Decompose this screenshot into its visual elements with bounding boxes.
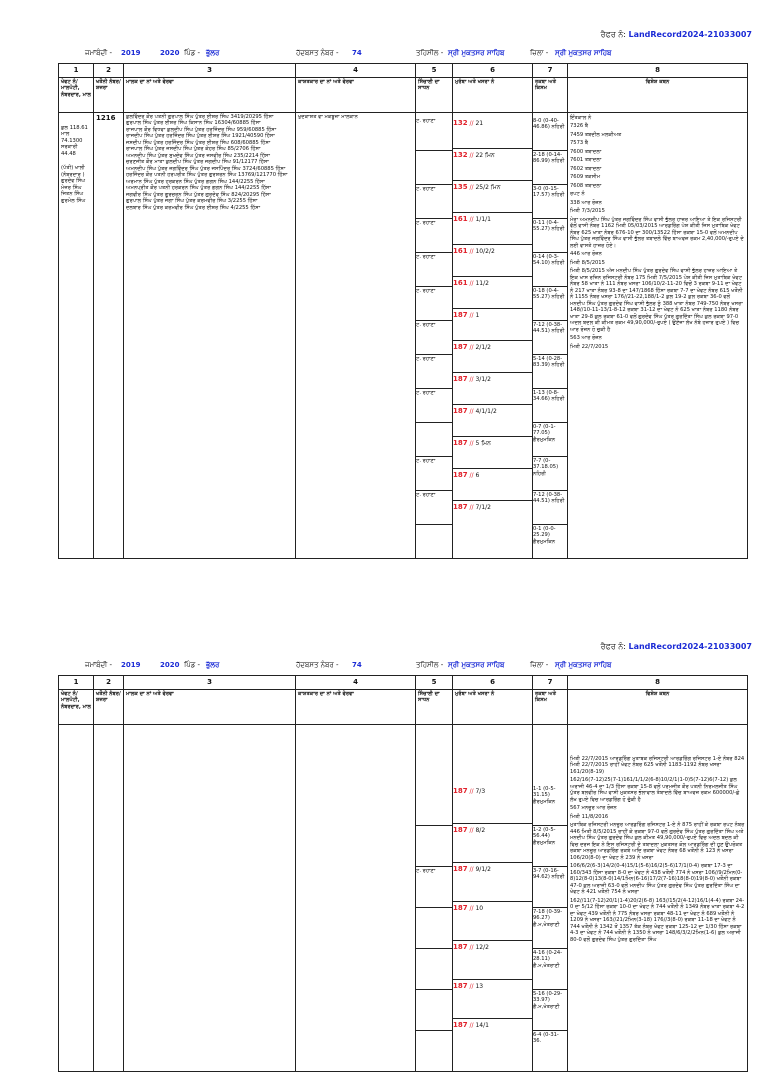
khasra-entry [453, 468, 532, 500]
col-header-4: ਕਾਸ਼ਤਕਾਰ ਦਾ ਨਾਂ ਅਤੇ ਵੇਰਵਾ [296, 689, 416, 724]
murabba-number: 187 [453, 406, 468, 415]
district-label: ਜ਼ਿਲਾ - [530, 661, 549, 669]
khasra-list [453, 113, 532, 532]
owner-entry: ਗੁਰਪਾਲ ਸਿੰਘ ਪੁੱਤਰ ਜੋਗਾ ਸਿੰਘ ਪੁੱਤਰ ਕਰਮਵੀਰ ਸਿੰਘ 3/2255 ਹਿੱਸਾ [126, 198, 258, 205]
khasra-entry [453, 979, 532, 1018]
khasra-separator: // [467, 982, 476, 990]
district-label: ਜ਼ਿਲਾ - [530, 49, 549, 57]
irrigation-source [416, 150, 452, 184]
remark-line: ਮਿਤੀ 22/7/2015 ਆਰਡਰਿੰਗ ਮੁਤਾਬਕ ਰਜਿਸਟਰੀ ਆਰਡਰਿੰਗ ਰਜਿਸਟਰ 1-ਏ ਨੰਬਰ 824 ਮਿਤੀ 22/7/2015 ਰਾਹੀਂ ਖੇਵਟ ਨੰਬਰ 625 ਖਤੌਨੀ 1183-1192 ਨੰਬਰ ਖਸਰਾ 161/20(8-19) [570, 755, 745, 775]
ref-value: LandRecord2024-21033007 [628, 642, 752, 651]
remark-line: ਮਿਤੀ 22/7/2015 [570, 343, 609, 350]
owner-cell [124, 724, 296, 1071]
ref-value: LandRecord2024-21033007 [628, 30, 752, 39]
murabba-number: 187 [453, 864, 468, 873]
khasra-cell [453, 112, 533, 558]
col-num-4: 4 [296, 64, 416, 78]
reference-number [601, 30, 752, 40]
khasra-entry [453, 340, 532, 372]
khasra-entry [453, 372, 532, 404]
village-label: ਪਿੰਡ - [184, 49, 201, 57]
khasra-number: 14/1 [475, 1021, 489, 1029]
murabba-number: 187 [453, 374, 468, 383]
col-header-6: ਮੁਰੱਬਾ ਅਤੇ ਖਸਰਾ ਨੰ [453, 77, 533, 112]
col-header-2: ਖਤੌਨੀ ਨੰਬਰ/ ਸ਼ਜਰਾ [94, 77, 124, 112]
jamabandi-label: ਜਮਾਂਬੰਦੀ - [85, 661, 113, 669]
khasra-entry [453, 244, 532, 276]
area-list [533, 113, 567, 558]
murabba-number: 161 [453, 214, 468, 223]
area-entry: 5-14 (0-28-83.39) ਨਹਿਰੀ [533, 354, 567, 388]
area-list [533, 725, 567, 1071]
khasra-separator: // [467, 943, 476, 951]
remark-line: 338 ਆਰ ਰੋਜ਼ਨ [570, 199, 602, 206]
khasra-entry [453, 436, 532, 468]
area-entry: 2-18 (0-14-86.99) ਨਹਿਰੀ [533, 150, 567, 184]
col-header-6: ਮੁਰੱਬਾ ਅਤੇ ਖਸਰਾ ਨੰ [453, 689, 533, 724]
khasra-entry [453, 785, 532, 823]
remark-line: 7600 ਤਬਾਦਲਾ [570, 148, 602, 155]
khasra-separator: // [467, 1021, 476, 1029]
owner-entry: ਹਰਜਿੰਦਰ ਕੌਰ ਪਤਨੀ ਹਰਪਰੀਤ ਸਿੰਘ ਪੁੱਤਰ ਗੁਰਸ਼ਰਨ ਸਿੰਘ 13769/121770 ਹਿੱਸਾ [126, 172, 288, 179]
khasra-entry [453, 823, 532, 862]
khasra-separator: // [467, 247, 476, 255]
irrigation-source: ਟ. ਰਹਾਣਾ [416, 456, 452, 490]
murabba-number: 187 [453, 981, 468, 990]
irrigation-source: ਟ. ਰਹਾਣਾ [416, 286, 452, 320]
village-name: ਭੁੱਲਰ [206, 49, 220, 57]
khasra-separator: // [467, 904, 476, 912]
irrigation-source [416, 825, 452, 866]
col-num-4: 4 [296, 676, 416, 690]
khasra-separator: // [467, 439, 476, 447]
area-entry: 1-13 (0-8-34.66) ਨਹਿਰੀ [533, 388, 567, 422]
remark-line: 7609 ਤਕਸੀਮ [570, 174, 601, 181]
murabba-number: 187 [453, 342, 468, 351]
remark-line: 7459 ਤਬਦੀਲ ਮਲਕੀਅਤ [570, 131, 622, 138]
khasra-separator: // [467, 471, 476, 479]
khasra-separator: // [467, 119, 476, 127]
area-entry: 0-7 (0-1-77.05) ਗੈਰਮੁਮਕਿਨ [533, 422, 567, 456]
remark-line: 567 ਮਨਜ਼ੂਰ ਆਰ ਰੋਜ਼ਨ [570, 805, 617, 812]
khewat-line: 74.1300 [61, 137, 83, 144]
col-num-2: 2 [94, 64, 124, 78]
khasra-number: 1 [475, 311, 480, 319]
owner-entry: ਅਰਮਾਨ ਸਿੰਘ ਪੁੱਤਰ ਹਰਕਰਨ ਸਿੰਘ ਪੁੱਤਰ ਗਗਨ ਸਿੰਘ 144/2255 ਹਿੱਸਾ [126, 178, 265, 185]
area-entry: 6-4 (0-31-36. [533, 1030, 567, 1071]
remark-line: ਰਪਟ ਨੰ [570, 191, 585, 198]
remark-line: 7573 ਬੈ [570, 140, 589, 147]
area-entry: 0-14 (0-3-54.10) ਨਹਿਰੀ [533, 252, 567, 286]
khasra-number: 10 [475, 904, 484, 912]
owner-entry: ਜਸਦੀਪ ਸਿੰਘ ਪੁੱਤਰ ਹਰਜਿੰਦਰ ਸਿੰਘ ਪੁੱਤਰ ਈਸ਼ਰ ਸਿੰਘ 608/60885 ਹਿੱਸਾ [126, 139, 271, 146]
ref-label: ਰੈਫਰ ਨੰ: [600, 30, 626, 39]
remarks-cell [568, 724, 748, 1071]
owner-cell [124, 112, 296, 558]
area-entry: 8-0 (0-40-46.86) ਨਹਿਰੀ [533, 117, 565, 131]
irrigation-cell [416, 112, 453, 558]
murabba-number: 187 [453, 1020, 468, 1029]
area-entry: 0-11 (0-4-55.27) ਨਹਿਰੀ [533, 218, 567, 252]
col-header-8: ਵਿਸ਼ੇਸ਼ ਕਥਨ [568, 77, 748, 112]
murabba-number: 187 [453, 310, 468, 319]
col-num-7: 7 [533, 676, 568, 690]
khasra-separator: // [467, 151, 476, 159]
irrigation-source: ਟ. ਰਹਾਣਾ [416, 320, 452, 354]
tehsil-name: ਸ੍ਰੀ ਮੁਕਤਸਰ ਸਾਹਿਬ [448, 661, 505, 669]
khasra-entry [453, 404, 532, 436]
irrigation-list [416, 725, 452, 1071]
khasra-list [453, 725, 532, 1057]
owner-entry: ਰਾਜਪਾਲ ਸਿੰਘ ਪੁੱਤਰ ਜਸਦੀਪ ਸਿੰਘ ਪੁੱਤਰ ਕੇਹਰ ਸਿੰਘ 85/2706 ਹਿੱਸਾ [126, 146, 261, 153]
khewat-line: ਕੁਲ 118.61 [61, 124, 88, 131]
header-meta [58, 661, 748, 673]
col-header-5: ਸਿੰਚਾਈ ਦਾ ਸਾਧਨ [416, 77, 453, 112]
remark-line: ਮਿਤੀ 11/8/2016 [570, 813, 609, 820]
remark-line: 7601 ਤਬਾਦਲਾ [570, 157, 602, 164]
remark-line: ਮੇਰਾ ਅਮਨਦੀਪ ਸਿੰਘ ਪੁੱਤਰ ਜਗਵਿੰਦਰ ਸਿੰਘ ਵਾਸੀ ਭੁੱਲਰ ਹਾਜ਼ਰ ਆਇਆ ਤੇ ਇਕ ਰਜਿਸਟਰੀ ਵੱਲੋਂ ਵਾਸੀ ਨੰਬਰ 1162 ਮਿਤੀ 05/03/2015 ਆਰਡਰਿੰਗ ਪੇਸ਼ ਕੀਤੀ ਜਿਸ ਮੁਤਾਬਿਕ ਖੇਵਟ ਨੰਬਰ 625 ਖਾਤਾ ਨੰਬਰ 676-10 ਦਾ 300/13522 ਹਿੱਸਾ ਰਕਬਾ 15-0 ਵਲੋਂ ਅਮਨਦੀਪ ਸਿੰਘ ਪੁੱਤਰ ਜਗਵਿੰਦਰ ਸਿੰਘ ਵਾਸੀ ਭੁੱਲਰ ਤਬਾਦਲੇ ਵਿੱਚ ਬਾਅਵਜ਼ ਰਕਮ 2,40,000/-ਰੁਪਏ ਦੇ ਲਈ ਵਾਸਤੇ ਹਾਜ਼ਰ ਹੋਏ। [570, 216, 744, 249]
col-header-7: ਰਕਬਾ ਅਤੇ ਕਿਸਮ [533, 689, 568, 724]
col-header-4: ਕਾਸ਼ਤਕਾਰ ਦਾ ਨਾਂ ਅਤੇ ਵੇਰਵਾ [296, 77, 416, 112]
khasra-entry [453, 500, 532, 532]
ref-label: ਰੈਫਰ ਨੰ: [600, 642, 626, 651]
khasra-entry [453, 276, 532, 308]
khasra-number: 11/2 [475, 279, 489, 287]
khasra-number: 13 [475, 982, 484, 990]
area-entry: 4-16 (0-24-28.11) ਗੈ.ਮ,ਖੇਤਰਾਣੀ [533, 948, 567, 989]
village-label: ਪਿੰਡ - [184, 661, 201, 669]
area-entry: 5-16 (0-29-33.97) ਗੈ.ਮ,ਖੇਤਰਾਣੀ [533, 989, 567, 1030]
khasra-entry [453, 117, 532, 148]
khasra-number: 6 [475, 471, 480, 479]
khasra-separator: // [467, 183, 476, 191]
khasra-number: 21 [475, 119, 484, 127]
irrigation-source: ਟ. ਰਹਾਣਾ [416, 866, 452, 907]
owner-entry: ਚਰਣਜੀਤ ਕੌਰ ਮਾਤਾ ਕੁਲਦੀਪ ਸਿੰਘ ਪੁੱਤਰ ਜਗਦੀਪ ਸਿੰਘ 91/12177 ਹਿੱਸਾ [126, 159, 269, 166]
khewat-line: 44.48 [61, 150, 76, 157]
col-num-2: 2 [94, 676, 124, 690]
khasra-separator: // [467, 375, 476, 383]
header-meta [58, 49, 748, 61]
khasra-number: 7/3 [475, 787, 486, 795]
hadbast-number: 74 [352, 661, 362, 669]
area-entry: 3-7 (0-16-94.62) ਨਹਿਰੀ [533, 866, 567, 907]
col-header-5: ਸਿੰਚਾਈ ਦਾ ਸਾਧਨ [416, 689, 453, 724]
area-entry: 1-2 (0-5-56.44) ਗੈਰਮੁਮਕਿਨ [533, 825, 567, 866]
owner-entry: ਅਮਨਪ੍ਰੀਤ ਕੌਰ ਪਤਨੀ ਹਰਕਰਨ ਸਿੰਘ ਪੁੱਤਰ ਗਗਨ ਸਿੰਘ 144/2255 ਹਿੱਸਾ [126, 185, 271, 192]
khasra-number: 9/1/2 [475, 865, 491, 873]
owner-entry: ਦਲਬਾਰ ਸਿੰਘ ਪੁੱਤਰ ਕਰਮਵੀਰ ਸਿੰਘ ਪੁੱਤਰ ਈਸ਼ਰ ਸਿੰਘ 4/2255 ਹਿੱਸਾ [126, 204, 261, 211]
irrigation-source: ਟ. ਰਹਾਣਾ [416, 490, 452, 524]
irrigation-source [416, 422, 452, 456]
irrigation-source: ਟ. ਰਹਾਣਾ [416, 388, 452, 422]
tehsil-label: ਤਹਿਸੀਲ - [416, 49, 444, 57]
area-entry: 7-12 (0-38-44.51) ਨਹਿਰੀ [533, 490, 567, 524]
year-from: 2019 [121, 49, 141, 57]
khasra-separator: // [467, 311, 476, 319]
khatoni-cell [94, 724, 124, 1071]
remark-line: ਮਿਤੀ 8/5/2015 [570, 259, 605, 266]
khasra-number: 1/1/1 [475, 215, 491, 223]
village-name: ਭੁੱਲਰ [206, 661, 220, 669]
irrigation-source: ਟ. ਰਹਾਣਾ [416, 117, 436, 124]
murabba-number: 187 [453, 502, 468, 511]
owner-entry: ਅਮਨਦੀਪ ਸਿੰਘ ਪੁੱਤਰ ਸੁਖਦੇਵ ਸਿੰਘ ਪੁੱਤਰ ਜਸਵੀਰ ਸਿੰਘ 235/2214 ਹਿੱਸਾ [126, 152, 270, 159]
khewat-line: ਗੁਰਮੇਲ ਸਿੰਘ [61, 197, 86, 204]
khewat-line: ਜਿਤਨ ਸਿੰਘ [61, 191, 84, 198]
khewat-line: ਮਾਲ [61, 131, 70, 138]
col-header-1: ਖੇਵਟ ਨੰ/ ਮਾਲਪੱਟੀ, ਨੰਬਰਦਾਰ, ਮਾਲ [59, 689, 94, 724]
column-header-row [59, 689, 748, 724]
record-body-row [59, 724, 748, 1071]
col-num-7: 7 [533, 64, 568, 78]
murabba-number: 161 [453, 246, 468, 255]
khasra-number: 22 ਮਿਨ [475, 151, 495, 159]
khasra-entry [453, 180, 532, 212]
murabba-number: 187 [453, 438, 468, 447]
khasra-entry [453, 148, 532, 180]
khasra-separator: // [467, 826, 476, 834]
murabba-number: 161 [453, 278, 468, 287]
remark-line: 162//11(7-12)20/1(1-4)20/2(6-8) 163//15/2(4-12)16/1(4-4) ਰਕਬਾ 24-0 ਦਾ 5/12 ਹਿੱਸਾ ਰਕਬਾ 10-0 ਦਾ ਖੇਵਟ ਨੰ 744 ਖਤੌਨੀ ਨੰ 1349 ਨੰਬਰ ਖਾਤਾ ਰਕਬਾ 4-2 ਦਾ ਖੇਵਟ 439 ਖਤੌਨੀ ਨੰ 775 ਨੰਬਰ ਖਸਰਾ ਰਕਬਾ 48-11 ਦਾ ਖੇਵਟ ਨੰ 689 ਖਤੌਨੀ ਨੰ 1209 ਨੰ ਖਸਰਾ 163//21/2ਮਿਨ(3-18) 176//3(8-0) ਰਕਬਾ 11-18 ਦਾ ਖੇਵਟ ਨੰ 744 ਖਤੌਨੀ ਨੰ 1342 ਤੋਂ 1357 ਤੱਕ ਨੰਬਰ ਖੇਵਟ ਰਕਬਾ 125-12 ਦਾ 1/30 ਹਿੱਸਾ ਰਕਬਾ 4-3 ਦਾ ਖੇਵਟ ਨੰ 744 ਖਤੌਨੀ ਨੰ 1350 ਨੰ ਖਸਰਾ 148/6/3/2/2ਮਿਨ(1-6) ਕੁਲ ਅਰਾਜੀ 80-0 ਵਲੋਂ ਗੁਰਦੇਵ ਸਿੰਘ ਪੁੱਤਰ ਗੁਰਦਿੱਤਾ ਸਿੰਘ [570, 897, 745, 943]
remark-line: 563 ਆਰ ਰੋਜ਼ਨ [570, 335, 602, 342]
khasra-cell [453, 724, 533, 1071]
khasra-number: 8/2 [475, 826, 486, 834]
col-num-6: 6 [453, 676, 533, 690]
remark-line: ਮੁਤਾਬਿਕ ਰਜਿਸਟਰੀ ਮਨਜ਼ੂਰ ਆਰਡਰਿੰਗ ਰਜਿਸਟਰ 1-ਏ ਨੰ 875 ਰਾਹੀਂ ਕੇ ਰਕਬਾ ਰਪਟ ਨੰਬਰ 446 ਮਿਤੀ 8/5/2015 ਰਾਹੀਂ ਕੇ ਰਕਬਾ 97-0 ਵਲੋਂ ਗੁਰਦੇਵ ਸਿੰਘ ਪੁੱਤਰ ਗੁਰਦਿੱਤਾ ਸਿੰਘ ਅਤੇ ਮਨਦੀਪ ਸਿੰਘ ਪੁੱਤਰ ਗੁਰਦੇਵ ਸਿੰਘ ਕੁਲ ਕੀਮਤ 49,90,000/-ਰੁਪਏ ਵਿਚ ਅਦਲ ਬਦਲ ਕੀ ਵਿਚ ਦਰਜ ਇਕ ਨੇ ਇਸ ਰਜਿਸਟਰੀ ਦੇ ਤਬਾਦਲਾ ਮੁਕਤਸਰ ਕੋਲ ਆਰਡਰਿੰਗ ਦੀ ਹੁਣ ਉਪਰੋਕਤ ਰਕਬਾ ਮਨਜ਼ੂਰ ਆਰਡਰਿੰਗ ਰਕਬੇ ਅਦਿ ਰਕਬਾ ਖੇਵਟ ਨੰਬਰ 68 ਖਤੌਨੀ ਨੰ 123 ਨੰ ਖਸਰਾ 106/20(8-0) ਦਾ ਖੇਵਟ ਨੰ 239 ਨੰ ਖਸਰਾ [570, 822, 745, 861]
remark-line: 106/6/2(6-3)14/2(0-4)15/1(5-6)16/2(5-6)17/1(0-4) ਰਕਬਾ 17-3 ਦਾ 160/343 ਹਿੱਸਾ ਰਕਬਾ 8-0 ਦਾ ਖੇਵਟ ਨੰ 438 ਖਤੌਨੀ 774 ਨੰ ਖਸਰਾ 106//9/2ਮਿਨ(0-8)12(8-0)13(8-0)14/1ਮਿਨ(6-16)17/2(7-16)18(8-0)19(8-0) ਖਤੌਨੀ ਰਕਬਾ 47-0 ਕੁਲ ਅਰਾਜੀ 63-0 ਵਲੋਂ ਮਨਦੀਪ ਸਿੰਘ ਪੁੱਤਰ ਗੁਰਦੇਵ ਸਿੰਘ ਪੁੱਤਰ ਗੁਰਦਿੱਤਾ ਸਿੰਘ ਦਾ ਖੇਵਟ ਨੰ 421 ਖਤੌਨੀ 754 ਨੰ ਖਸਰਾ [570, 863, 743, 896]
khewat-line: (ਪੱਤੀ) ਖਾਲੀ [61, 165, 85, 172]
col-header-3: ਮਾਲਕ ਦਾ ਨਾਂ ਅਤੇ ਵੇਰਵਾ [124, 689, 296, 724]
irrigation-source: ਟ. ਰਹਾਣਾ [416, 252, 452, 286]
khasra-entry [453, 212, 532, 244]
col-num-3: 3 [124, 676, 296, 690]
khasra-separator: // [467, 865, 476, 873]
khasra-number: 25/2 ਮਿਨ [475, 183, 501, 191]
area-entry: 7-12 (0-38-44.51) ਨਹਿਰੀ [533, 320, 567, 354]
khasra-separator: // [467, 787, 476, 795]
reference-number [601, 642, 752, 652]
area-cell [533, 112, 568, 558]
murabba-number: 187 [453, 786, 468, 795]
hadbast-number: 74 [352, 49, 362, 57]
col-header-8: ਵਿਸ਼ੇਸ਼ ਕਥਨ [568, 689, 748, 724]
remark-line: 162/16(7-12)25(7-1)161/1/1/2(6-8)10/2/1(1-0)5(7-12)6(7-12) ਕੁਲ ਅਰਾਜੀ 46-4 ਦਾ 1/3 ਹਿੱਸਾ ਰਕਬਾ 15-8 ਵਲੋਂ ਪਰਮਜੀਤ ਕੌਰ ਪਤਨੀ ਨਿਰਮਲਜੀਤ ਸਿੰਘ ਪੁੱਤਰ ਬਲਵੀਰ ਸਿੰਘ ਵਾਸੀ ਮੁਕਤਸਰ ਭੋਲਾਵਾਲ ਤੰਬਾਦਲੇ ਵਿੱਚ ਬਾਅਵਜ਼ ਰਕਮ 600000/-ਛੇ ਲੱਖ ਰੁਪਏ ਵਿਚ ਆਰਡਰਿੰਗ ਹੋ ਚੁੱਕੀ ਹੈ [570, 777, 740, 803]
col-num-1: 1 [59, 676, 94, 690]
murabba-number: 135 [453, 182, 468, 191]
owner-entry: ਰਾਜਦੀਪ ਸਿੰਘ ਪੁੱਤਰ ਹਰਜਿੰਦਰ ਸਿੰਘ ਪੁੱਤਰ ਈਸ਼ਰ ਸਿੰਘ 1921/40590 ਹਿੱਸਾ [126, 133, 275, 140]
khasra-number: 4/1/1/2 [475, 407, 497, 415]
khasra-number: 2/1/2 [475, 343, 491, 351]
khewat-line: (ਨੰਬਰਦਾਰ ) [61, 171, 85, 178]
area-entry: 7-7 (0-37.18.05) ਨਹਿਰੀ [533, 456, 567, 490]
year-from: 2019 [121, 661, 141, 669]
column-number-row [59, 676, 748, 690]
area-cell [533, 724, 568, 1071]
remark-line: 7608 ਤਬਾਦਲਾ [570, 182, 602, 189]
khasra-entry [453, 862, 532, 901]
district-name: ਸ੍ਰੀ ਮੁਕਤਸਰ ਸਾਹਿਬ [555, 49, 612, 57]
col-header-1: ਖੇਵਟ ਨੰ/ ਮਾਲਪੱਟੀ, ਨੰਬਰਦਾਰ, ਮਾਲ [59, 77, 94, 112]
owner-entry: ਕੁਲਵਿੰਦਰ ਕੌਰ ਪਤਨੀ ਗੁਰਪਾਲ ਸਿੰਘ ਪੁੱਤਰ ਈਸ਼ਰ ਸਿੰਘ 3419/20295 ਹਿੱਸਾ [126, 113, 274, 120]
khewat-line: ਮੇਜਰ ਸਿੰਘ [61, 184, 82, 191]
khasra-separator: // [467, 503, 476, 511]
khewat-cell [59, 724, 94, 1071]
col-num-8: 8 [568, 676, 748, 690]
irrigation-source: ਟ. ਰਹਾਣਾ [416, 184, 452, 218]
khewat-line: ਸਰਕਾਰੀ [61, 144, 78, 151]
irrigation-source [416, 785, 452, 825]
khasra-entry [453, 901, 532, 940]
tehsil-name: ਸ੍ਰੀ ਮੁਕਤਸਰ ਸਾਹਿਬ [448, 49, 505, 57]
col-num-1: 1 [59, 64, 94, 78]
remark-line: 7602 ਤਬਾਦਲਾ [570, 165, 602, 172]
khasra-number: 5 ਮਿਨ [475, 439, 491, 447]
murabba-number: 187 [453, 470, 468, 479]
cultivator-cell [296, 724, 416, 1071]
area-entry: 3-0 (0-15-17.57) ਨਹਿਰੀ [533, 184, 567, 218]
khasra-number: 10/2/2 [475, 247, 495, 255]
jamabandi-label: ਜਮਾਂਬੰਦੀ - [85, 49, 113, 57]
year-to: 2020 [160, 49, 180, 57]
col-header-7: ਰਕਬਾ ਅਤੇ ਕਿਸਮ [533, 77, 568, 112]
remark-line: ਮਿਤੀ 7/3/2015 [570, 208, 605, 215]
khewat-cell [59, 112, 94, 558]
irrigation-cell [416, 724, 453, 1071]
tehsil-label: ਤਹਿਸੀਲ - [416, 661, 444, 669]
remark-line: 7326 ਬੈ [570, 123, 589, 130]
irrigation-source: ਟ. ਰਹਾਣਾ [416, 218, 452, 252]
murabba-number: 187 [453, 825, 468, 834]
khewat-line: ਗੁਰਦੇਵ ਸਿੰਘ [61, 178, 86, 185]
khasra-separator: // [467, 407, 476, 415]
khasra-separator: // [467, 343, 476, 351]
khasra-separator: // [467, 279, 476, 287]
khasra-number: 12/2 [475, 943, 489, 951]
area-entry: 1-1 (0-5-31.15) ਗੈਰਮੁਮਕਿਨ [533, 785, 556, 805]
jamabandi-table-1 [58, 63, 748, 559]
murabba-number: 187 [453, 942, 468, 951]
khasra-number: 7/1/2 [475, 503, 491, 511]
district-name: ਸ੍ਰੀ ਮੁਕਤਸਰ ਸਾਹਿਬ [555, 661, 612, 669]
owner-entry: ਅਮਨਦੀਪ ਸਿੰਘ ਪੁੱਤਰ ਜਗਵਿੰਦਰ ਸਿੰਘ ਪੁੱਤਰ ਜਸਪਿੰਦਰ ਸਿੰਘ 3724/60885 ਹਿੱਸਾ [126, 165, 286, 172]
irrigation-source: ਟ. ਰਹਾਣਾ [416, 354, 452, 388]
khasra-separator: // [467, 215, 476, 223]
khatoni-cell: 1216 [94, 112, 124, 558]
col-num-5: 5 [416, 676, 453, 690]
remark-line: ਮਿਤੀ 8/5/2015 ਅੱਜ ਮਨਦੀਪ ਸਿੰਘ ਪੁੱਤਰ ਗੁਰਦੇਵ ਸਿੰਘ ਵਾਸੀ ਭੁੱਲਰ ਹਾਜ਼ਰ ਆਇਆ ਤੇ ਇਕ ਖਾਸ ਰਜ਼ਿਨ ਰਜਿਸਟਰੀ ਨੰਬਰ 175 ਮਿਤੀ 7/5/2015 ਪੇਸ਼ ਕੀਤੀ ਜਿਸ ਮੁਤਾਬਿਕ ਖੇਵਟ ਨੰਬਰ 58 ਖਾਤਾ ਨੰ 111 ਨੰਬਰ ਖਸਰਾ 106/10/2-11-20 ਵਿਚੋਂ 3 ਰਕਬਾ 9-11 ਦਾ ਖੇਵਟ ਨੰ 217 ਖਾਤਾ ਨੰਬਰ 93-8 ਦਾ 147/1868 ਹਿੱਸਾ ਰਕਬਾ 7-7 ਦਾ ਖੇਵਟ ਨੰਬਰ 615 ਖਤੌਨੀ ਨੰ 1155 ਨੰਬਰ ਖਸਰਾ 176//21-22,188/1-2 ਕੁਲ 19-2 ਕੁਲ ਰਕਬਾ 36-0 ਵਲੋਂ ਮਨਦੀਪ ਸਿੰਘ ਪੁੱਤਰ ਗੁਰਦੇਵ ਸਿੰਘ ਵਾਸੀ ਭੁੱਲਰ ਨੂੰ 388 ਖਾਤਾ ਨੰਬਰ 749-750 ਨੰਬਰ ਖਸਰਾ 148//10-11-13/1-8-12 ਰਕਬਾ 31-12 ਦਾ ਖੇਵਟ ਨੰ 625 ਖਾਤਾ ਨੰਬਰ 1180 ਨੰਬਰ ਖਾਤਾ 29-8 ਕੁਲ ਰਕਬਾ 61-0 ਵਲੋਂ ਗੁਰਦੇਵ ਸਿੰਘ ਪੁੱਤਰ ਗੁਰਦਿੱਤਾ ਸਿੰਘ ਕੁਲ ਰਕਬਾ 97-0 ਅਦਲ ਬਦਲ ਕੀ ਕੀਮਤ ਰਕਮ 49,90,000/-ਰੁਪਏ ( ਉਣੰਜਾ ਲੱਖ ਨੱਬੇ ਹਜ਼ਾਰ ਰੁਪਏ ) ਵਿਚ ਆਰ ਰੋਜ਼ਨ ਹੋ ਚੁਕੀ ਹੈ [570, 268, 743, 333]
khasra-entry [453, 308, 532, 340]
owner-entry: ਰਾਜਪਾਲ ਕੌਰ ਵਿਧਵਾ ਕੁਲਦੀਪ ਸਿੰਘ ਪੁੱਤਰ ਹਰਜਿੰਦਰ ਸਿੰਘ 959/60885 ਹਿੱਸਾ [126, 126, 277, 133]
col-header-2: ਖਤੌਨੀ ਨੰਬਰ/ ਸ਼ਜਰਾ [94, 689, 124, 724]
record-body-row [59, 112, 748, 558]
cultivator-cell: ਖੁਦਕਾਸ਼ਤ ਵਾ ਮਕਬੂਜ਼ਾ ਮਾਲਕਾਨ [296, 112, 416, 558]
khasra-entry [453, 940, 532, 979]
remark-line: 446 ਆਰ ਰੋਜ਼ਨ [570, 251, 602, 258]
irrigation-source [416, 907, 452, 948]
col-num-3: 3 [124, 64, 296, 78]
col-header-3: ਮਾਲਕ ਦਾ ਨਾਂ ਅਤੇ ਵੇਰਵਾ [124, 77, 296, 112]
khasra-number: 3/1/2 [475, 375, 491, 383]
col-num-8: 8 [568, 64, 748, 78]
jamabandi-table-2 [58, 675, 748, 1072]
irrigation-source [416, 524, 452, 558]
col-num-6: 6 [453, 64, 533, 78]
year-to: 2020 [160, 661, 180, 669]
murabba-number: 187 [453, 903, 468, 912]
area-entry: 0-1 (0-0-25.29) ਗੈਰਮੁਮਕਿਨ [533, 524, 567, 558]
area-entry: 0-18 (0-4-55.27) ਨਹਿਰੀ [533, 286, 567, 320]
col-num-5: 5 [416, 64, 453, 78]
hadbast-label: ਹੱਦਬਸਤ ਨੰਬਰ - [296, 661, 339, 669]
area-entry: 7-18 (0-39-96.27) ਗੈ.ਮ,ਖੇਤਰਾਣੀ [533, 907, 567, 948]
hadbast-label: ਹੱਦਬਸਤ ਨੰਬਰ - [296, 49, 339, 57]
owner-entry: ਗੁਰਪਾਲ ਸਿੰਘ ਪੁੱਤਰ ਈਸ਼ਰ ਸਿੰਘ ਕਿਸਾਨ ਸਿੰਘ 16304/60885 ਹਿੱਸਾ [126, 120, 261, 127]
column-number-row [59, 64, 748, 78]
irrigation-source [416, 948, 452, 989]
column-header-row [59, 77, 748, 112]
irrigation-source [416, 1030, 452, 1071]
murabba-number: 132 [453, 118, 468, 127]
remarks-cell [568, 112, 748, 558]
remark-line: ਇੰਤਕਾਲ ਨੰ [570, 114, 592, 121]
irrigation-list [416, 113, 452, 558]
owner-entry: ਜਗਵੀਰ ਸਿੰਘ ਪੁੱਤਰ ਗੁਰਚਰਨ ਸਿੰਘ ਪੁੱਤਰ ਗੁਰਦੇਵ ਸਿੰਘ 824/20295 ਹਿੱਸਾ [126, 191, 271, 198]
murabba-number: 132 [453, 150, 468, 159]
